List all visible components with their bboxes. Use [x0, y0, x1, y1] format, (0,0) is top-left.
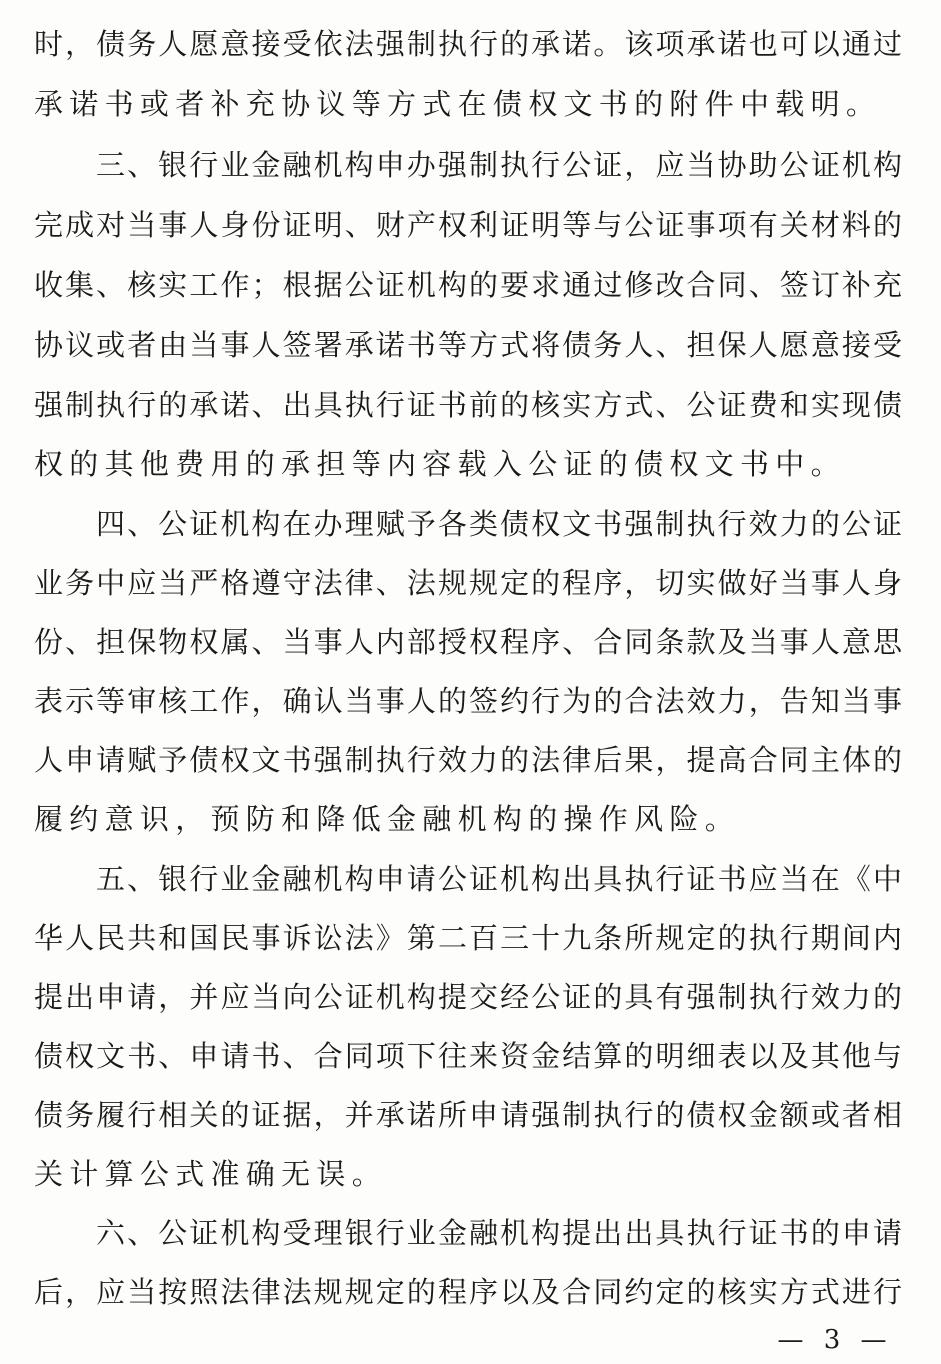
paragraph-heading-line: 六、公证机构受理银行业金融机构提出出具执行证书的申请: [96, 1216, 902, 1250]
text-line: 关计算公式准确无误。: [34, 1157, 388, 1191]
paragraph-heading-line: 五、银行业金融机构申请公证机构出具执行证书应当在《中: [96, 862, 902, 896]
paragraph-heading-line: 三、银行业金融机构申办强制执行公证，应当协助公证机构: [96, 148, 902, 182]
paragraph-heading-line: 四、公证机构在办理赋予各类债权文书强制执行效力的公证: [96, 507, 902, 541]
text-line: 承诺书或者补充协议等方式在债权文书的附件中载明。: [34, 87, 882, 121]
text-line: 权的其他费用的承担等内容载入公证的债权文书中。: [34, 447, 846, 481]
text-line: 人申请赋予债权文书强制执行效力的法律后果，提高合同主体的: [34, 743, 902, 777]
text-line: 收集、核实工作；根据公证机构的要求通过修改合同、签订补充: [34, 268, 902, 302]
text-line: 时，债务人愿意接受依法强制执行的承诺。该项承诺也可以通过: [34, 27, 902, 61]
text-line: 债务履行相关的证据，并承诺所申请强制执行的债权金额或者相: [34, 1098, 902, 1132]
text-line: 履约意识，预防和降低金融机构的操作风险。: [34, 802, 741, 836]
text-line: 协议或者由当事人签署承诺书等方式将债务人、担保人愿意接受: [34, 328, 902, 362]
text-line: 业务中应当严格遵守法律、法规规定的程序，切实做好当事人身: [34, 566, 902, 600]
text-line: 后，应当按照法律法规规定的程序以及合同约定的核实方式进行: [34, 1275, 902, 1309]
text-line: 提出申请，并应当向公证机构提交经公证的具有强制执行效力的: [34, 980, 902, 1014]
text-line: 华人民共和国民事诉讼法》第二百三十九条所规定的执行期间内: [34, 921, 902, 955]
text-line: 份、担保物权属、当事人内部授权程序、合同条款及当事人意思: [34, 625, 902, 659]
text-line: 完成对当事人身份证明、财产权利证明等与公证事项有关材料的: [34, 208, 902, 242]
text-line: 债权文书、申请书、合同项下往来资金结算的明细表以及其他与: [34, 1039, 902, 1073]
text-line: 强制执行的承诺、出具执行证书前的核实方式、公证费和实现债: [34, 388, 902, 422]
page-number: — 3 —: [777, 1325, 893, 1355]
text-line: 表示等审核工作，确认当事人的签约行为的合法效力，告知当事: [34, 684, 902, 718]
